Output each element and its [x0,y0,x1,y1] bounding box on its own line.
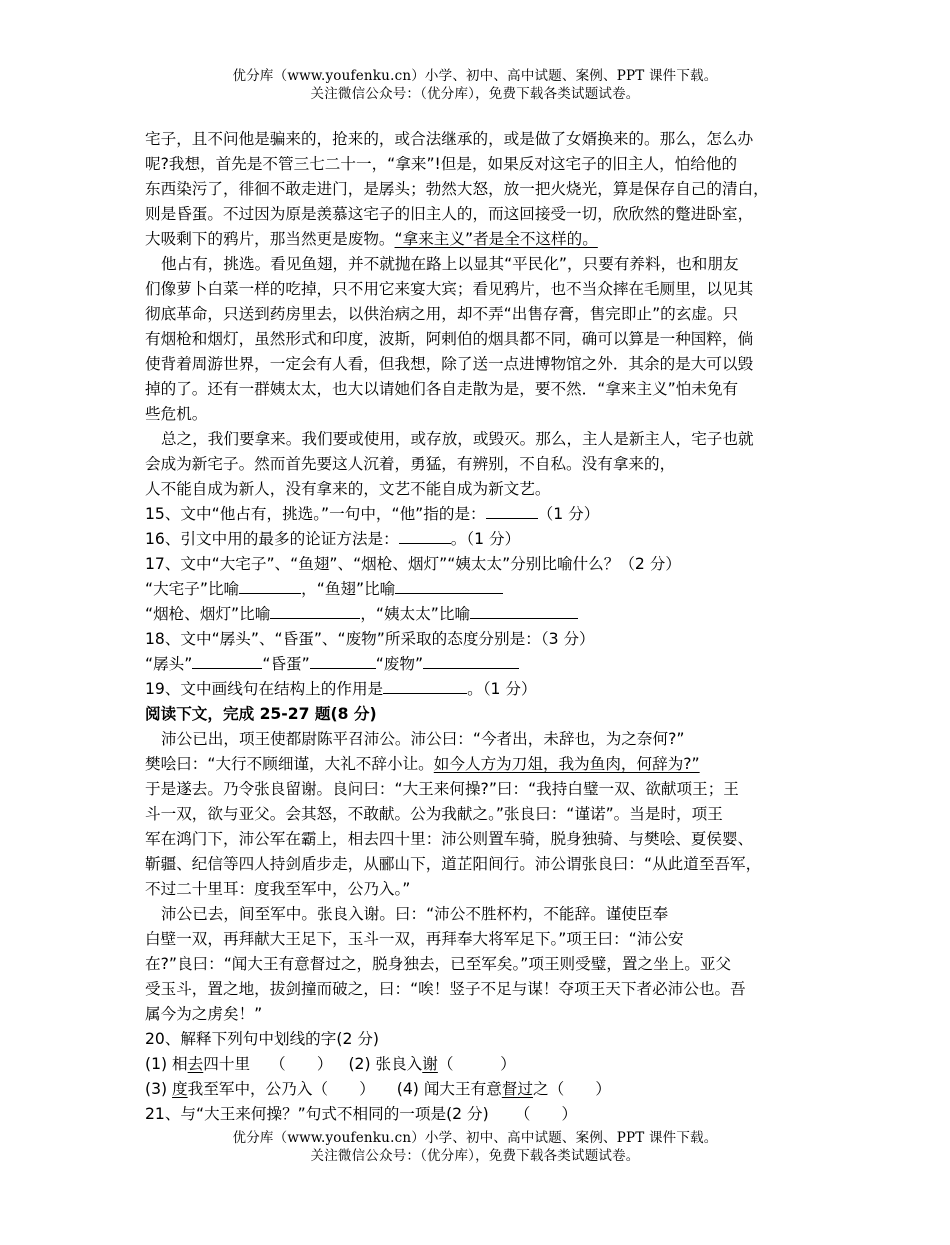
header-line-1: 优分库（www.youfenku.cn）小学、初中、高中试题、案例、PPT 课件下载。 [232,68,718,84]
question-text: 我至军中，公乃入（ ） [187,1080,375,1098]
question-text: (1) 相 [145,1055,188,1073]
question-score: 。（1 分） [450,530,521,548]
passage-line [145,752,817,777]
passage-line: 人不能自成为新人，没有拿来的，文艺不能自成为新文艺。 [145,480,551,498]
question-18: 18、文中“孱头”、“昏蛋”、“废物”所采取的态度分别是：（3 分） [145,630,595,648]
question-text: 15、文中“他占有，挑选。”一句中，“他”指的是： [145,505,486,523]
passage-line: 彻底革命，只送到药房里去，以供治病之用，却不弄“出售存膏，售完即止”的玄虚。只 [145,305,739,323]
passage-line: 在?”良曰：“闻大王有意督过之，脱身独去，已至军矣。”项王则受璧，置之坐上。亚父 [145,955,732,973]
question-17: 17、文中“大宅子”、“鱼翅”、“烟枪、烟灯”“姨太太”分别比喻什么？（2 分） [145,555,681,573]
passage-line: 呢?我想，首先是不管三七二十一，“拿来”!但是，如果反对这宅子的旧主人，怕给他的 [145,155,738,173]
question-text: (4) 闻大王有意 [396,1080,502,1098]
passage-line: 掉的了。还有一群姨太太，也大以请她们各自走散为是，要不然．“拿来主义”怕未免有 [145,380,739,398]
footer-line-1: 优分库（www.youfenku.cn）小学、初中、高中试题、案例、PPT 课件下载。 [232,1130,718,1146]
answer-blank[interactable] [310,652,376,669]
passage-line: 会成为新宅子。然而首先要这人沉着，勇猛，有辨别，不自私。没有拿来的， [145,455,676,473]
answer-paren[interactable]: （ ） [514,1105,578,1123]
answer-blank[interactable] [423,652,519,669]
question-16 [145,527,817,552]
question-text: ，“姨太太”比喻 [360,605,471,623]
passage-line: 则是昏蛋。不过因为原是羡慕这宅子的旧主人的，而这回接受一切，欣欣然的蹩进卧室， [145,205,754,223]
question-text: “孱头” [145,655,193,673]
question-20-row-1 [145,1052,817,1077]
passage-text: 樊哙曰：“大行不顾细谨，大礼不辞小让。 [145,755,434,773]
answer-blank[interactable] [192,652,262,669]
passage-line: 宅子，且不问他是骗来的，抢来的，或合法继承的，或是做了女婿换来的。那么，怎么办 [145,130,754,148]
answer-blank[interactable] [239,577,301,594]
question-17-row-1 [145,577,817,602]
passage-line: 沛公已出，项王使都尉陈平召沛公。沛公曰：“今者出，未辞也，为之奈何?” [161,730,685,748]
question-text: “大宅子”比喻 [145,580,240,598]
page-header [0,67,950,103]
answer-blank[interactable] [486,502,538,519]
question-text: “废物” [375,655,424,673]
question-text: (2) 张良入 [348,1055,423,1073]
answer-paren[interactable]: （ ） [270,1055,333,1073]
passage-line: 些危机。 [145,405,208,423]
passage-line: 们像萝卜白菜一样的吃掉，只不用它来宴大宾；看见鸦片，也不当众摔在毛厕里，以见其 [145,280,754,298]
question-text: 21、与“大王来何操？”句式不相同的一项是(2 分) [145,1105,489,1123]
question-15 [145,502,817,527]
header-line-2: 关注微信公众号：（优分库），免费下载各类试题试卷。 [310,86,640,102]
question-19 [145,677,817,702]
question-text: (3) [145,1080,173,1098]
passage-line: 靳疆、纪信等四人持剑盾步走，从郦山下，道芷阳间行。沛公谓张良曰：“从此道至吾军， [145,855,762,873]
passage-line: 于是遂去。乃令张良留谢。良问曰：“大王来何操?”曰：“我持白璧一双、欲献项王；王 [145,780,739,798]
question-21 [145,1102,817,1127]
question-score: 。（1 分） [467,680,537,698]
underlined-char: 度 [172,1080,188,1098]
passage-line: 受玉斗，置之地，拔剑撞而破之，曰：“唉！竖子不足与谋！夺项王天下者必沛公也。吾 [145,980,746,998]
answer-blank[interactable] [470,602,578,619]
passage-text: 大吸剩下的鸦片，那当然更是废物。 [145,230,395,248]
passage-line: 使背着周游世界，一定会有人看，但我想，除了送一点进博物馆之外．其余的是大可以毁 [145,355,754,373]
document-body [145,127,817,1127]
question-17-row-2 [145,602,817,627]
question-text: “昏蛋” [262,655,310,673]
answer-paren[interactable]: （ ） [437,1055,516,1073]
answer-blank[interactable] [395,577,503,594]
section-heading: 阅读下文，完成 25-27 题(8 分) [145,705,377,723]
page-footer [0,1129,950,1165]
answer-blank[interactable] [270,602,360,619]
answer-blank[interactable] [383,677,467,694]
question-18-row [145,652,817,677]
passage-line: 总之，我们要拿来。我们要或使用，或存放，或毁灭。那么，主人是新主人，宅子也就 [161,430,754,448]
question-20: 20、解释下列句中划线的字(2 分) [145,1030,380,1048]
question-20-row-2 [145,1077,817,1102]
passage-line: 斗一双，欲与亚父。会其怒，不敢献。公为我献之。”张良曰：“谨诺”。当是时，项王 [145,805,723,823]
passage-line: 白壁一双，再拜献大王足下，玉斗一双，再拜奉大将军足下。”项王曰：“沛公安 [145,930,684,948]
passage-line: 属今为之虏矣！” [145,1005,263,1023]
question-text: ，“鱼翅”比喻 [301,580,396,598]
passage-line: 东西染污了，徘徊不敢走进门，是孱头；勃然大怒，放一把火烧光，算是保存自己的清白， [145,180,769,198]
footer-line-2: 关注微信公众号：（优分库），免费下载各类试题试卷。 [310,1148,640,1164]
question-text: 16、引文中用的最多的论证方法是： [145,530,399,548]
underlined-char: 督过 [501,1080,534,1098]
passage-line: 沛公已去，间至军中。张良入谢。曰：“沛公不胜杯杓，不能辞。谨使臣奉 [161,905,669,923]
question-text: 四十里 [203,1055,251,1073]
underlined-sentence: 如今人方为刀俎，我为鱼肉，何辞为?” [433,755,700,773]
underlined-char: 谢 [422,1055,438,1073]
passage-line [145,227,817,252]
question-score: （1 分） [537,505,600,523]
underlined-char: 去 [187,1055,204,1073]
question-text: 之（ ） [533,1080,611,1098]
underlined-sentence: “拿来主义”者是全不这样的。 [394,230,598,248]
passage-line: 有烟枪和烟灯，虽然形式和印度，波斯，阿剌伯的烟具都不同，确可以算是一种国粹，倘 [145,330,754,348]
passage-line: 军在鸿门下，沛公军在霸上，相去四十里：沛公则置车骑，脱身独骑、与樊哙、夏侯婴、 [145,830,754,848]
question-text: 19、文中画线句在结构上的作用是 [145,680,384,698]
passage-line: 他占有，挑选。看见鱼翅，并不就抛在路上以显其“平民化”，只要有养料，也和朋友 [161,255,739,273]
question-text: “烟枪、烟灯”比喻 [145,605,271,623]
passage-line: 不过二十里耳：度我至军中，公乃入。” [145,880,411,898]
answer-blank[interactable] [399,527,451,544]
